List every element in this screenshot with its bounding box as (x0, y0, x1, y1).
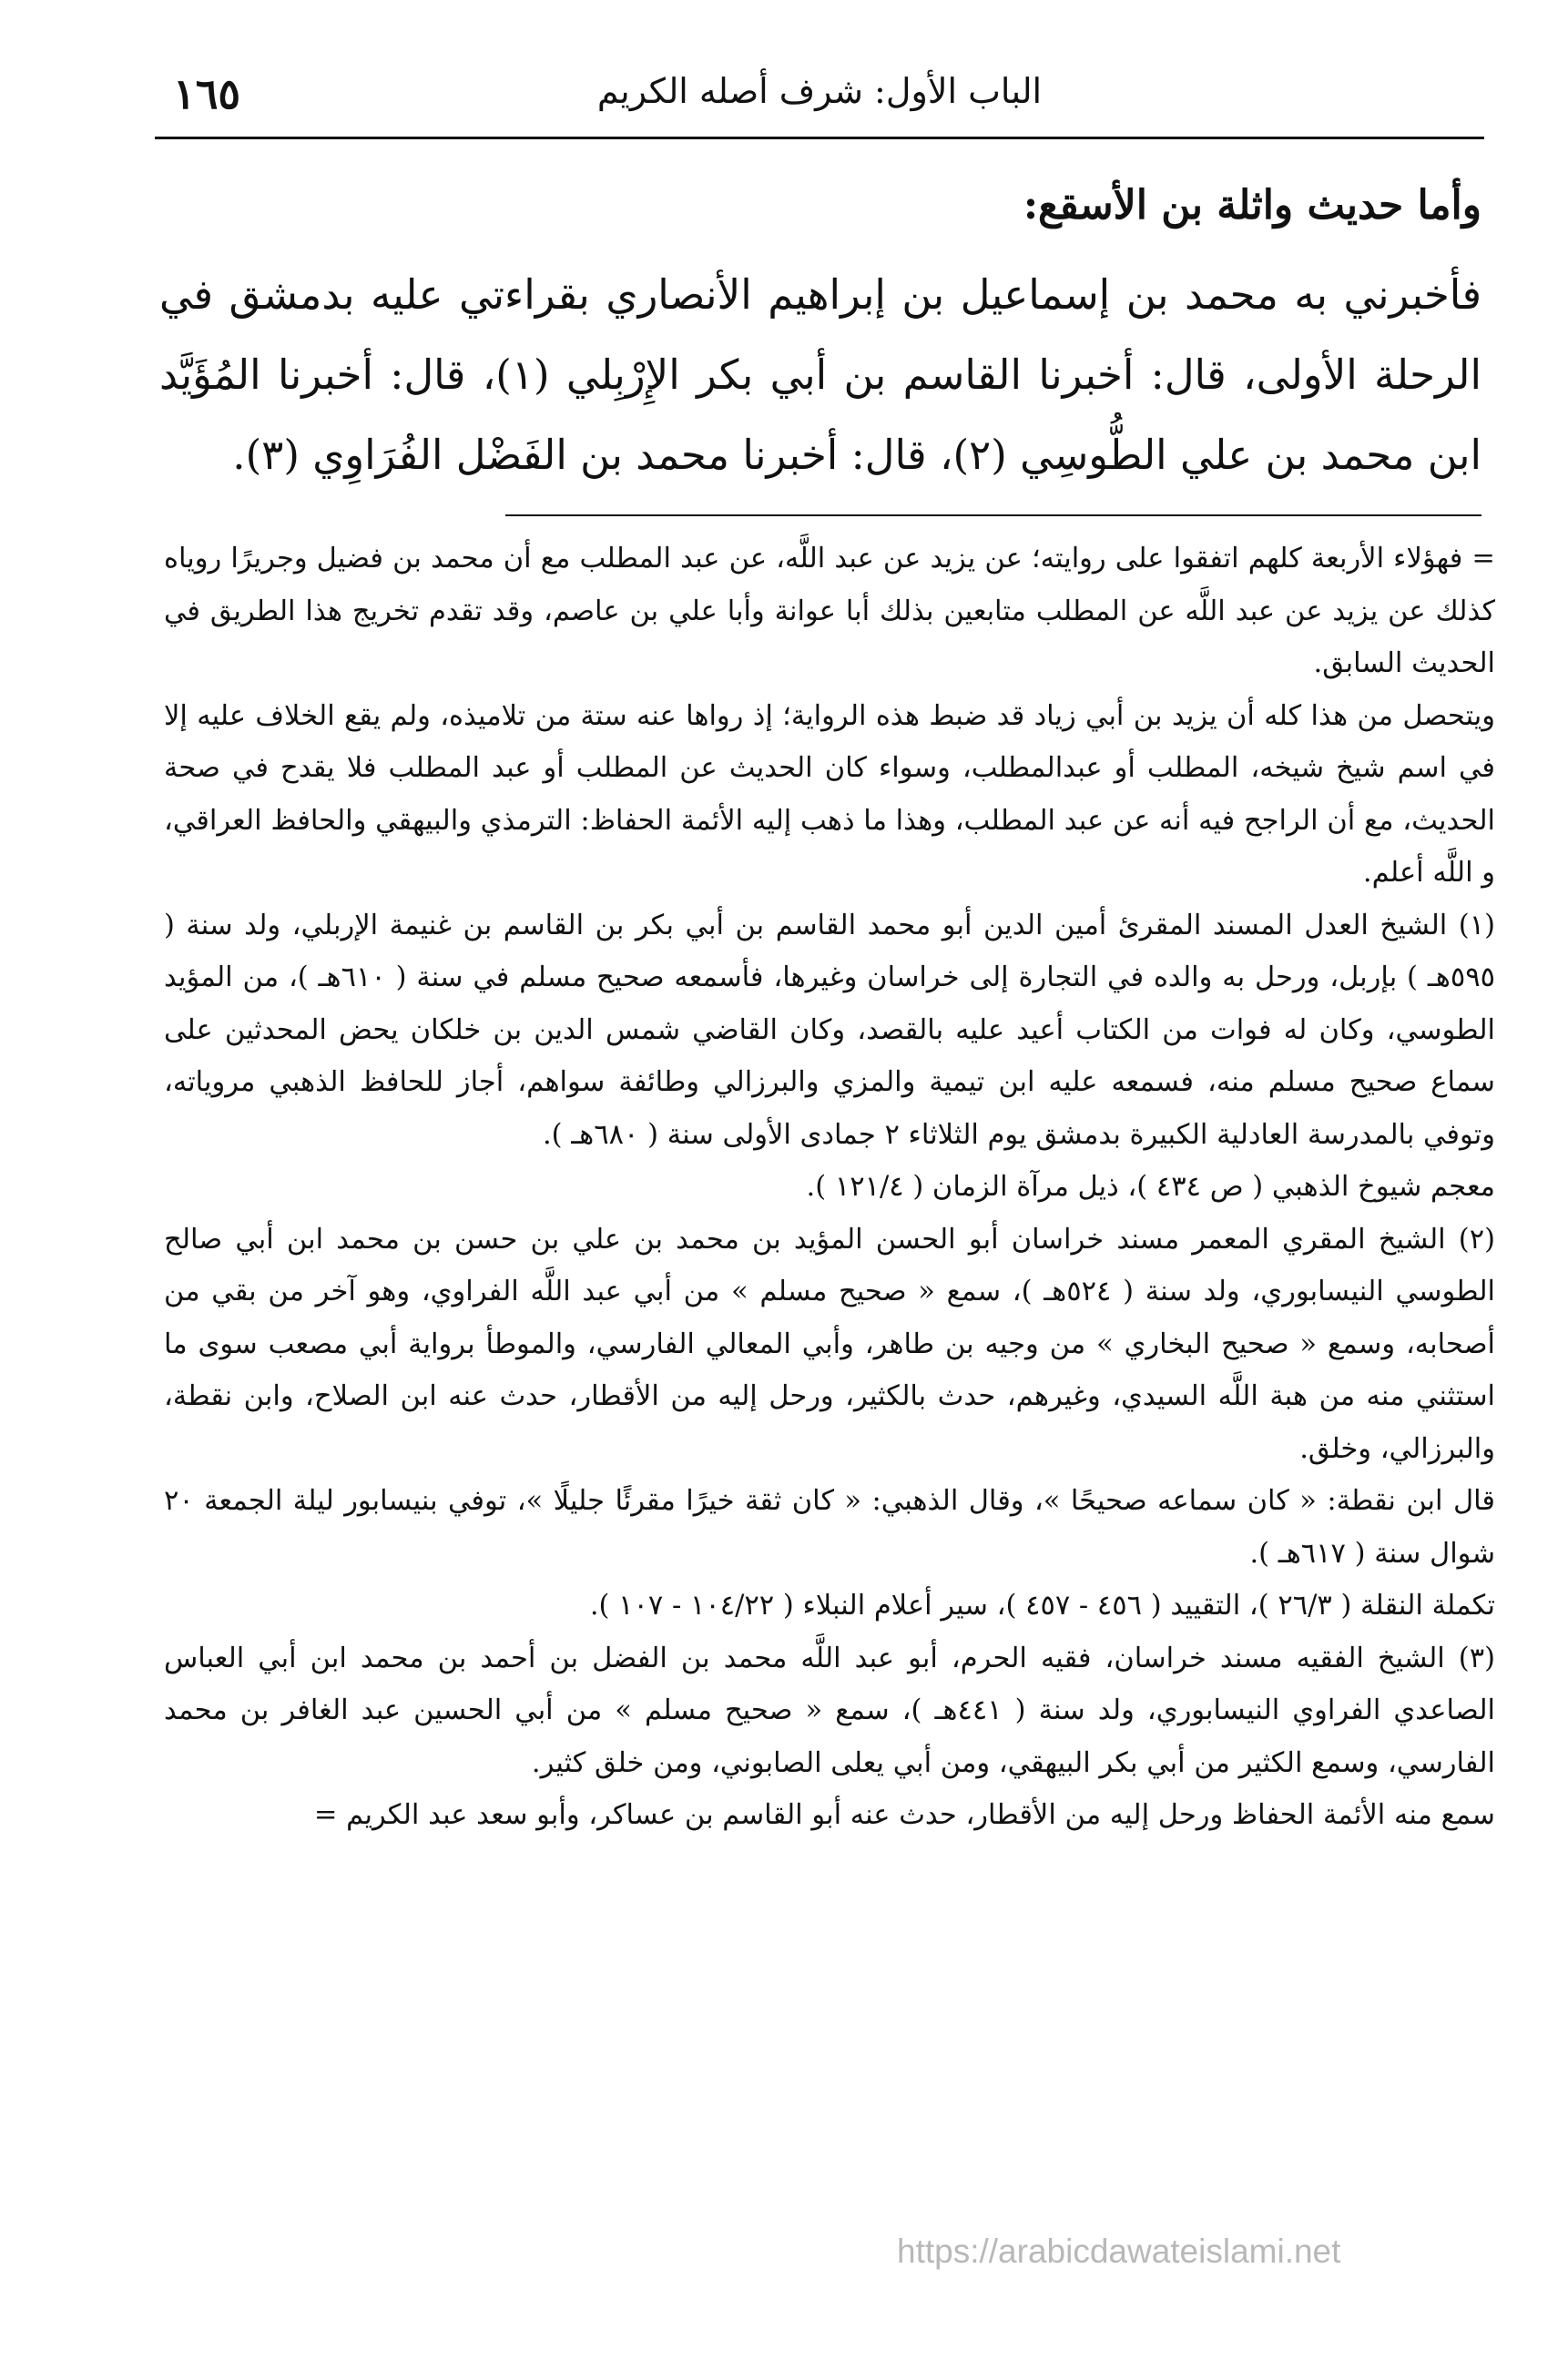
footnote-paragraph: (١) الشيخ العدل المسند المقرئ أمين الدين أبو محمد القاسم بن أبي بكر بن القاسم بن غنيمة الإربلي، ولد سنة ( ٥٩٥هـ ) بإربل، ورحل به والده في التجارة إلى خراسان وغيرها، فأسمعه صحيح مسلم في سنة ( ٦١٠هـ )، من المؤيد الطوسي، وكان له فوات من الكتاب أعيد عليه بالقصد، وكان القاضي شمس الدين بن خلكان يحض المحدثين على سماع صحيح مسلم منه، فسمعه عليه ابن تيمية والمزي والبرزالي وطائفة سواهم، أجاز للحافظ الذهبي مروياته، وتوفي بالمدرسة العادلية الكبيرة بدمشق يوم الثلاثاء ٢ جمادى الأولى سنة ( ٦٨٠هـ ). (164, 909, 1496, 1151)
footnotes (164, 533, 1495, 1842)
running-title: الباب الأول: شرف أصله الكريم (596, 71, 1043, 111)
footnote-paragraph: سمع منه الأئمة الحفاظ ورحل إليه من الأقطار، حدث عنه أبو القاسم بن عساكر، وأبو سعد عبد الكريم = (313, 1799, 1495, 1831)
footnote-separator (505, 514, 1481, 516)
footnote-paragraph: (٣) الشيخ الفقيه مسند خراسان، فقيه الحرم، أبو عبد اللَّه محمد بن الفضل بن أحمد بن محمد ابن أبي العباس الصاعدي الفراوي النيسابوري، ولد سنة ( ٤٤١هـ )، سمع « صحيح مسلم » من أبي الحسين عبد الغافر بن محمد الفارسي، وسمع الكثير من أبي بكر البيهقي، ومن أبي يعلى الصابوني، ومن خلق كثير. (164, 1642, 1495, 1779)
page-number: ١٦٥ (173, 69, 241, 118)
section-heading: وأما حديث واثلة بن الأسقع: (1023, 182, 1481, 229)
footnote-paragraph: قال ابن نقطة: « كان سماعه صحيحًا »، وقال الذهبي: « كان ثقة خيرًا مقرئًا جليلًا »، توفي بنيسابور ليلة الجمعة ٢٠ شوال سنة ( ٦١٧هـ ). (164, 1485, 1495, 1570)
footnote-paragraph: = فهؤلاء الأربعة كلهم اتفقوا على روايته؛ عن يزيد عن عبد اللَّه، عن عبد المطلب مع أن محمد بن فضيل وجريرًا روياه كذلك عن يزيد عن عبد اللَّه عن المطلب متابعين بذلك أبا عوانة وأبا علي بن عاصم، وقد تقدم تخريج هذا الطريق في الحديث السابق. (164, 543, 1495, 679)
main-text (159, 255, 1481, 495)
page-header (155, 64, 1484, 139)
main-paragraph: فأخبرني به محمد بن إسماعيل بن إبراهيم الأنصاري بقراءتي عليه بدمشق في الرحلة الأولى، قال: أخبرنا القاسم بن أبي بكر الإِرْبِلي (١)، قال: أخبرنا المُؤَيَّد ابن محمد بن علي الطُّوسِي (٢)، قال: أخبرنا محمد بن الفَضْل الفُرَاوِي (٣). (159, 270, 1481, 479)
footnote-paragraph: (٢) الشيخ المقري المعمر مسند خراسان أبو الحسن المؤيد بن محمد بن علي بن حسن بن محمد ابن أبي صالح الطوسي النيسابوري، ولد سنة ( ٥٢٤هـ )، سمع « صحيح مسلم » من أبي عبد اللَّه الفراوي، وهو آخر من بقي من أصحابه، وسمع « صحيح البخاري » من وجيه بن طاهر، وأبي المعالي الفارسي، والموطأ برواية أبي مصعب سوى ما استثني منه من هبة اللَّه السيدي، وغيرهم، حدث بالكثير، ورحل إليه من الأقطار، حدث عنه ابن الصلاح، وابن نقطة، والبرزالي، وخلق. (164, 1223, 1496, 1465)
footnote-paragraph: تكملة النقلة ( ٢٦/٣ )، التقييد ( ٤٥٦ - ٤٥٧ )، سير أعلام النبلاء ( ١٠٤/٢٢ - ١٠٧ ). (589, 1590, 1495, 1622)
footnote-paragraph: معجم شيوخ الذهبي ( ص ٤٣٤ )، ذيل مرآة الزمان ( ١٢١/٤ ). (806, 1171, 1495, 1203)
watermark-url: https://arabicdawateislami.net (897, 2233, 1341, 2270)
footnote-paragraph: ويتحصل من هذا كله أن يزيد بن أبي زياد قد ضبط هذه الرواية؛ إذ رواها عنه ستة من تلاميذه، ولم يقع الخلاف عليه إلا في اسم شيخ شيخه، المطلب أو عبدالمطلب، وسواء كان الحديث عن المطلب أو عبد المطلب فلا يقدح في صحة الحديث، مع أن الراجح فيه أنه عن عبد المطلب، وهذا ما ذهب إليه الأئمة الحفاظ: الترمذي والبيهقي والحافظ العراقي، و اللَّه أعلم. (164, 699, 1495, 889)
